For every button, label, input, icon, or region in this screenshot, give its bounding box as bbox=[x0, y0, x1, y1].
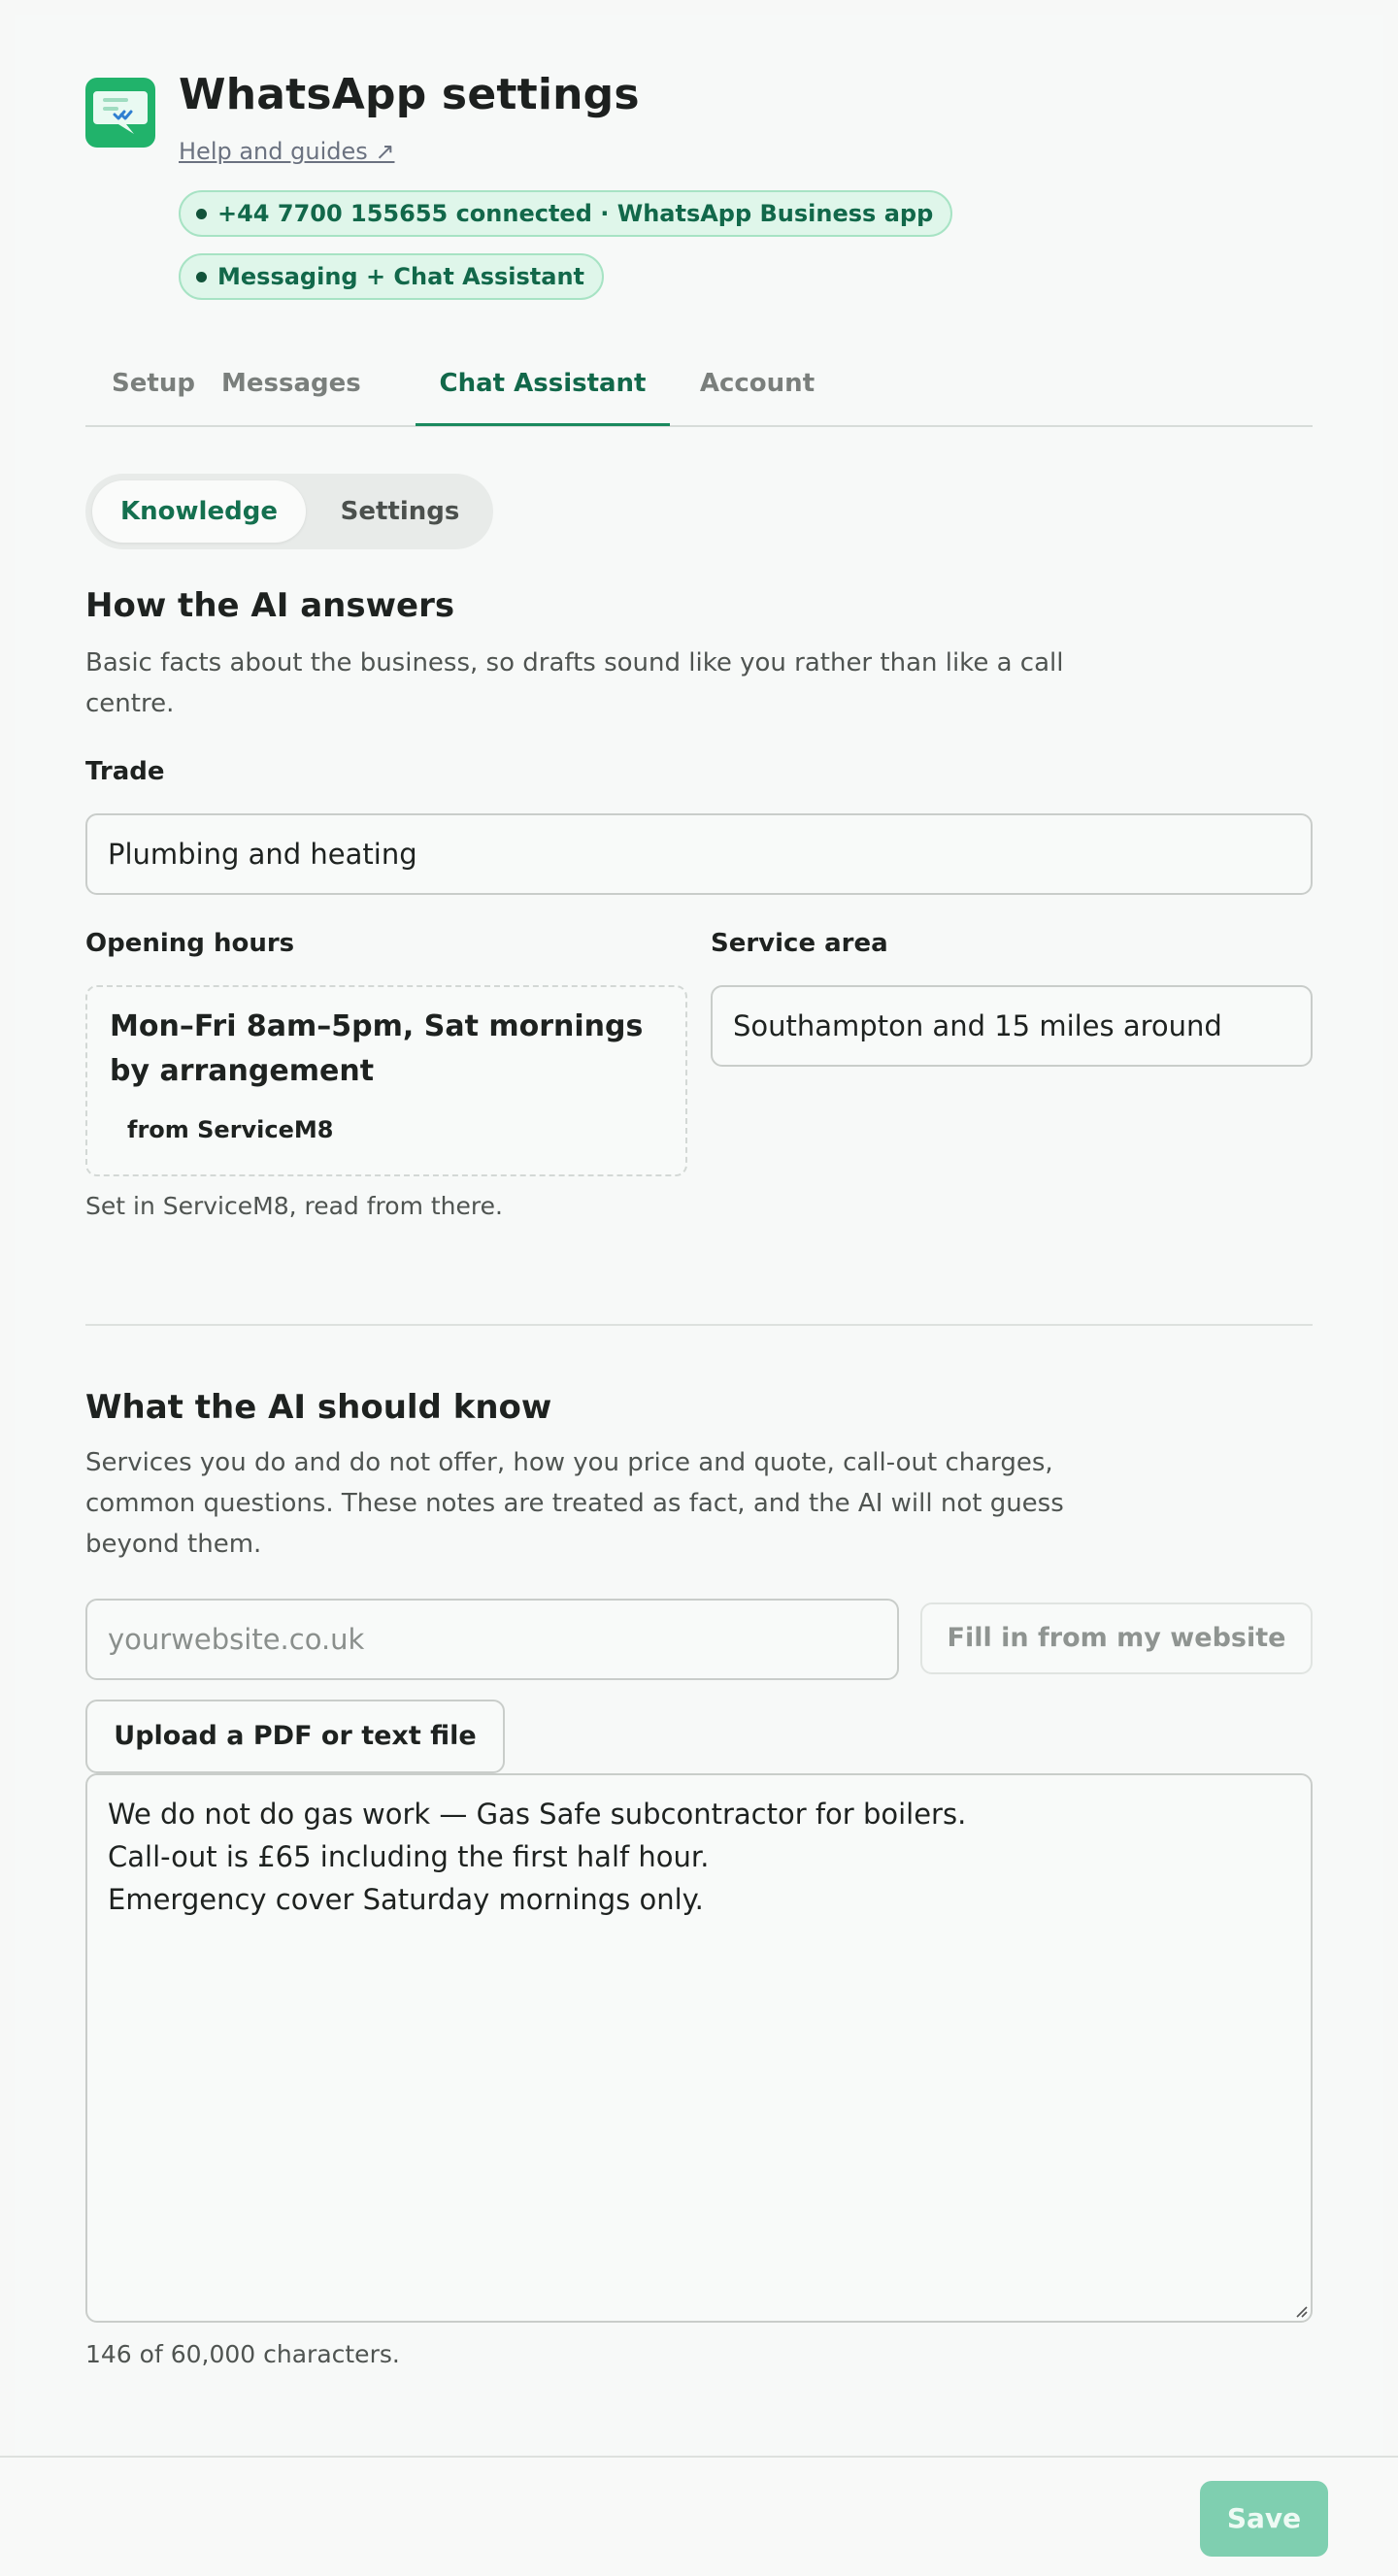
opening-hours-readonly bbox=[85, 985, 687, 1176]
trade-input[interactable] bbox=[85, 813, 1313, 895]
opening-hours-source: from ServiceM8 bbox=[127, 1116, 334, 1143]
opening-hours-value: Mon–Fri 8am–5pm, Sat mornings by arrangement bbox=[110, 1009, 644, 1088]
website-input[interactable] bbox=[85, 1599, 899, 1680]
upload-file-button[interactable]: Upload a PDF or text file bbox=[85, 1700, 505, 1773]
answers-heading: How the AI answers bbox=[85, 586, 455, 625]
char-count: 146 of 60,000 characters. bbox=[85, 2340, 400, 2368]
connection-status-text: +44 7700 155655 connected · WhatsApp Business app bbox=[217, 200, 934, 227]
status-dot-icon bbox=[196, 272, 207, 282]
page-title: WhatsApp settings bbox=[179, 70, 640, 119]
plan-status-badge bbox=[179, 253, 604, 300]
section-divider bbox=[85, 1324, 1313, 1326]
help-link[interactable]: Help and guides ↗ bbox=[179, 138, 395, 165]
status-dot-icon bbox=[196, 209, 207, 219]
connection-status-badge bbox=[179, 190, 952, 237]
subtab-settings[interactable]: Settings bbox=[340, 497, 460, 526]
tab-messages[interactable]: Messages bbox=[221, 369, 361, 398]
opening-hours-hint: Set in ServiceM8, read from there. bbox=[85, 1192, 503, 1220]
resize-handle-icon[interactable] bbox=[1292, 2302, 1308, 2318]
plan-status-text: Messaging + Chat Assistant bbox=[217, 263, 585, 290]
whatsapp-chat-icon bbox=[85, 78, 155, 148]
knowledge-description: Services you do and do not offer, how you price and quote, call-out charges, common questions. These notes are treated as fact, and the AI will not guess beyond them. bbox=[85, 1448, 1064, 1559]
service-area-label: Service area bbox=[711, 929, 888, 958]
main-tabs bbox=[85, 357, 1313, 427]
subtab-knowledge[interactable]: Knowledge bbox=[92, 480, 306, 543]
knowledge-heading: What the AI should know bbox=[85, 1388, 552, 1427]
answers-description: Basic facts about the business, so drafts sound like you rather than like a call centre. bbox=[85, 648, 1064, 718]
opening-hours-label: Opening hours bbox=[85, 929, 295, 958]
subtab-switcher bbox=[85, 474, 493, 549]
trade-label: Trade bbox=[85, 757, 165, 786]
tab-chat-assistant[interactable]: Chat Assistant bbox=[416, 357, 670, 426]
service-area-input[interactable] bbox=[711, 985, 1313, 1067]
save-button[interactable]: Save bbox=[1200, 2481, 1328, 2557]
knowledge-notes-textarea[interactable]: We do not do gas work — Gas Safe subcontractor for boilers. Call-out is £65 including the first half hour. Emergency cover Saturday mornings only. bbox=[85, 1773, 1313, 2323]
tab-account[interactable]: Account bbox=[699, 369, 816, 398]
footer-bar bbox=[0, 2456, 1398, 2576]
tab-setup[interactable]: Setup bbox=[112, 369, 195, 398]
fill-from-website-button[interactable]: Fill in from my website bbox=[920, 1602, 1313, 1674]
